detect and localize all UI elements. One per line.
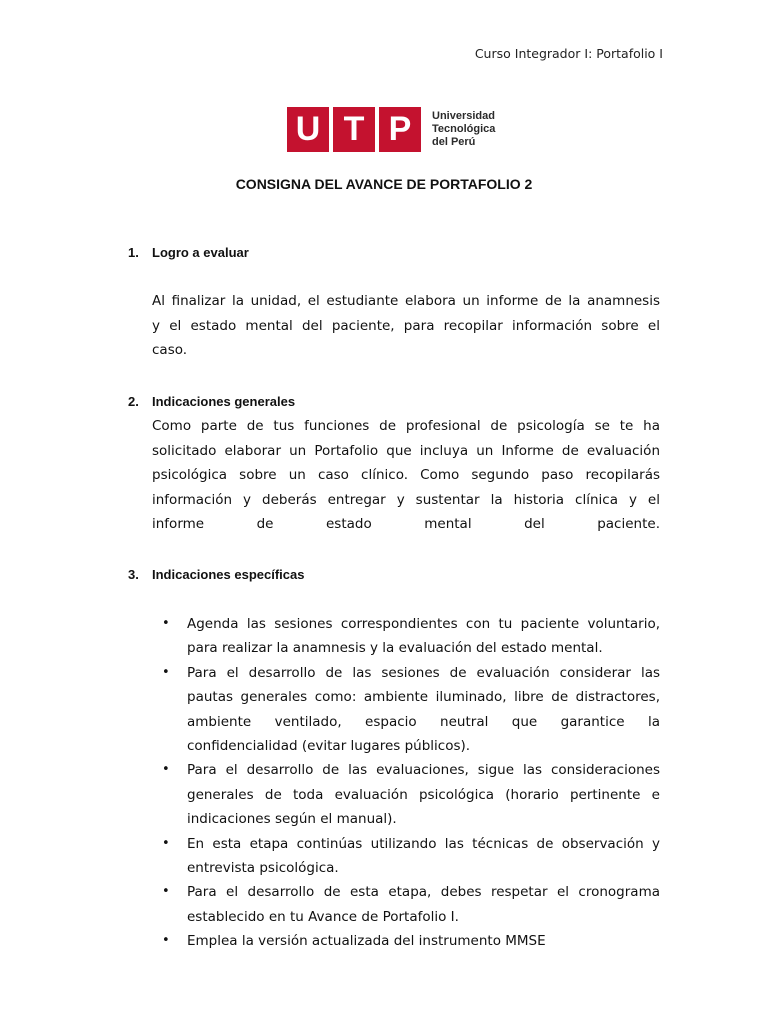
utp-logo: [287, 106, 495, 153]
paragraph-line: psicológica sobre un caso clínico. Como segundo paso recopilarás: [152, 467, 660, 484]
section-title: Logro a evaluar: [152, 245, 249, 260]
list-item-line: ambiente ventilado, espacio neutral que garantice la: [187, 713, 660, 730]
section-body-indicaciones-generales: [152, 414, 660, 537]
list-item: [160, 612, 660, 661]
list-item-line: Para el desarrollo de esta etapa, debes respetar el cronograma: [187, 884, 660, 901]
paragraph-line: y el estado mental del paciente, para recopilar información sobre el: [152, 317, 660, 334]
section-number: 2.: [128, 394, 139, 409]
bullet-icon: •: [162, 762, 170, 778]
running-header: Curso Integrador I: Portafolio I: [474, 46, 663, 61]
list-item-line: En esta etapa continúas utilizando las técnicas de observación y: [187, 835, 660, 852]
section-body-logro: [152, 289, 660, 363]
specific-instructions-list: [160, 612, 660, 954]
paragraph-line: Como parte de tus funciones de profesional de psicología se te ha: [152, 418, 660, 434]
paragraph-line: solicitado elaborar un Portafolio que incluya un Informe de evaluación: [152, 442, 660, 459]
paragraph-line: Al finalizar la unidad, el estudiante elabora un informe de la anamnesis: [152, 293, 660, 309]
list-item-line: Emplea la versión actualizada del instrumento MMSE: [187, 933, 546, 950]
list-item: [160, 661, 660, 759]
bullet-icon: •: [162, 616, 170, 631]
bullet-icon: •: [162, 835, 170, 851]
list-item-line: generales de toda evaluación psicológica (horario pertinente e: [187, 786, 660, 803]
logo-mark: [287, 107, 421, 152]
section-heading-indicaciones-generales: [128, 394, 295, 409]
logo-letter-p: P: [379, 107, 421, 152]
list-item-line: Para el desarrollo de las evaluaciones, sigue las consideraciones: [187, 762, 660, 779]
bullet-icon: •: [162, 933, 170, 949]
section-number: 1.: [128, 245, 139, 260]
list-item-line: establecido en tu Avance de Portafolio I.: [187, 908, 459, 925]
list-item-line: indicaciones según el manual).: [187, 811, 397, 828]
document-title: CONSIGNA DEL AVANCE DE PORTAFOLIO 2: [235, 176, 533, 192]
logo-letter-t: T: [329, 107, 379, 152]
bullet-icon: •: [162, 664, 170, 680]
logo-letter-u: U: [287, 107, 329, 152]
paragraph-line: informe de estado mental del paciente.: [152, 516, 660, 533]
list-item-line: Para el desarrollo de las sesiones de evaluación considerar las: [187, 664, 660, 681]
logo-text-line: del Perú: [432, 136, 476, 148]
list-item-line: confidencialidad (evitar lugares públicos).: [187, 738, 471, 755]
list-item: [160, 880, 660, 929]
list-item-line: entrevista psicológica.: [187, 860, 339, 877]
section-heading-indicaciones-especificas: [128, 567, 304, 582]
section-number: 3.: [128, 567, 139, 582]
list-item-line: para realizar la anamnesis y la evaluación del estado mental.: [187, 640, 603, 657]
list-item: [160, 929, 660, 953]
paragraph-line: información y deberás entregar y sustentar la historia clínica y el: [152, 491, 660, 508]
logo-text-line: Universidad: [432, 110, 495, 122]
list-item: [160, 758, 660, 831]
bullet-icon: •: [162, 884, 170, 900]
paragraph-line: caso.: [152, 342, 188, 359]
section-heading-logro: [128, 245, 249, 260]
logo-text-line: Tecnológica: [432, 123, 496, 135]
list-item: [160, 832, 660, 881]
list-item-line: pautas generales como: ambiente iluminado, libre de distractores,: [187, 689, 660, 706]
section-title: Indicaciones generales: [152, 394, 296, 409]
list-item-line: Agenda las sesiones correspondientes con tu paciente voluntario,: [187, 616, 660, 632]
section-title: Indicaciones específicas: [152, 567, 305, 582]
logo-wordmark: [432, 110, 495, 149]
